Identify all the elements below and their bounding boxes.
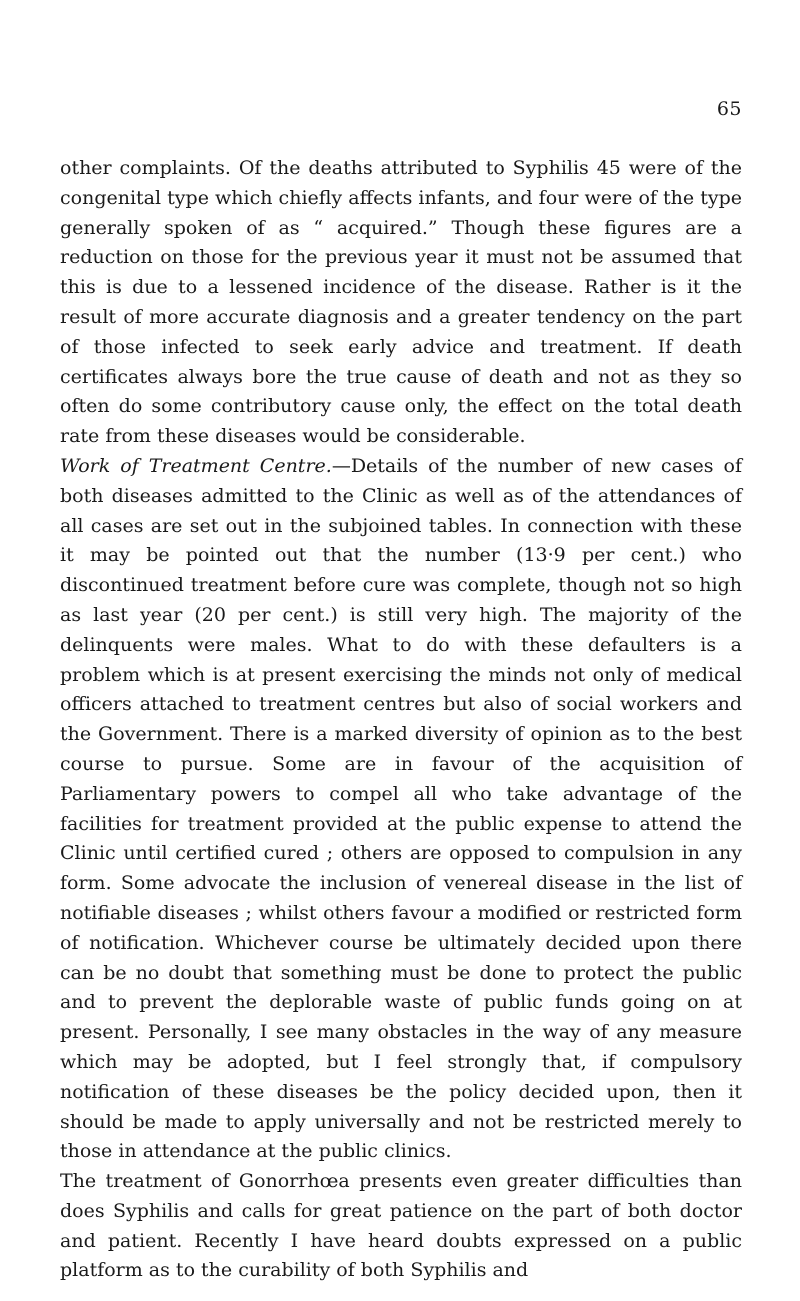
paragraph-gonorrhoea: The treatment of Gonorrhœa presents even greater difficulties than does Syphilis and calls for great patience on the part of both doctor and patient. Recently I have heard doubts expressed on a public platform as to the curability of both Syphilis and — [60, 1170, 742, 1282]
paragraph-treatment-centre-text: —Details of the number of new cases of both diseases admitted to the Clinic as well as of the attendances of all cases are set out in the subjoined tables. In connection with these it may be pointed out that the number (13·9 per cent.) who discontinued treatment before cure was complete, though not so high as last year (20 per cent.) is still very high. The majority of the delinquents were males. What to do with these defaulters is a problem which is at present exercising the minds not only of medical officers attached to treatment centres but also of social workers and the Government. There is a marked diversity of opinion as to the best course to pursue. Some are in favour of the acquisition of Parliamentary powers to compel all who take advantage of the facilities for treatment provided at the public expense to attend the Clinic until certified cured ; others are opposed to compulsion in any form. Some advocate the inclusion of venereal disease in the list of notifiable diseases ; whilst others favour a modified or restricted form of notification. Whichever course be ultimately decided upon there can be no doubt that something must be done to protect the public and to prevent the deplorable waste of public funds going on at present. Personally, I see many obstacles in the way of any measure which may be adopted, but I feel strongly that, if compulsory notification of these diseases be the policy decided upon, then it should be made to apply universally and not be restricted merely to those in attendance at the public clinics. — [60, 454, 742, 1163]
section-heading-work-of-treatment-centre: Work of Treatment Centre. — [60, 454, 332, 477]
page-number: 65 — [716, 98, 742, 120]
paragraph-treatment-centre — [60, 452, 742, 1167]
body-text — [60, 154, 742, 1286]
paragraph-syphilis-deaths: other complaints. Of the deaths attributed to Syphilis 45 were of the congenital type which chiefly affects infants, and four were of the type generally spoken of as “ acquired.” Though these figures are a reduction on those for the previous year it must not be assumed that this is due to a lessened incidence of the disease. Rather is it the result of more accurate diagnosis and a greater tendency on the part of those infected to seek early advice and treatment. If death certificates always bore the true cause of death and not as they so often do some contributory cause only, the effect on the total death rate from these diseases would be considerable. — [60, 157, 742, 448]
